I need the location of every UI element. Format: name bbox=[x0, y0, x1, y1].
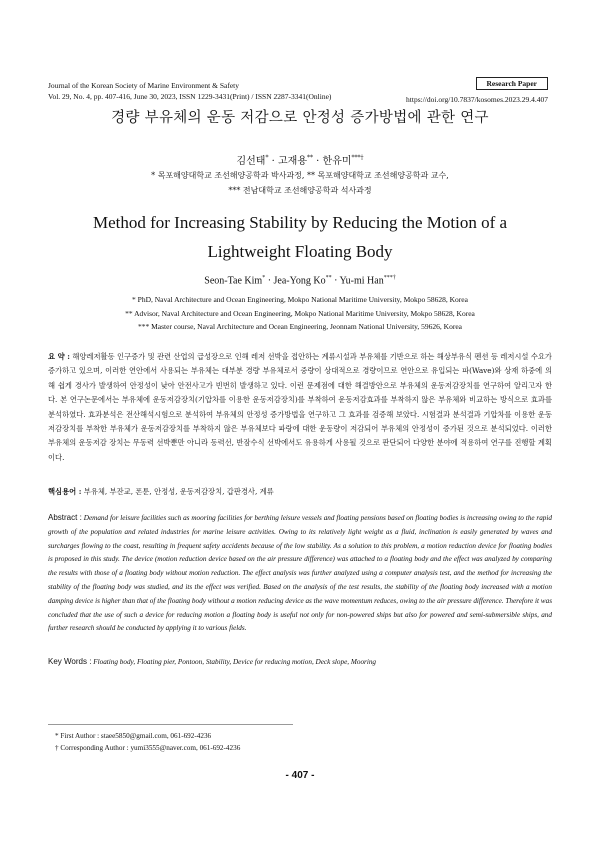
english-abstract-text: Demand for leisure facilities such as mooring facilities for berthing leisure vessels and floating pensions based on floating bodies is increasing owing to the rapid growth of the population and related industries for marine leisure activities. Owing to its relatively light weight as a fluid, inclination is easily generated by waves and surcharges flowing to the coast, resulting in frequent safety accidents because of the low stability. As a solution to this problem, a motion reduction device for floating bodies is proposed in this study. The device (motion reduction device based on the air pressure difference) was attached to a floating body and the effect was analyzed by comparing the results with those of a floating body without motion reduction. The effect analysis was further analyzed using a computer analysis test, and the method for increasing the stability of the floating body was studied, and its the effect was verified. Based on the analysis of the test results, the stability of the floating body increased with a motion damping device is higher than that of the floating body without a motion reducing device as the wave momentum reduces, owing to the air pressure difference. Therefore it was concluded that the use of such a device for reducing motion a floating body is useful not only for non-powered ships but also for powered and semi-submersible ships, and further research should be conducted by applying it to various fields. bbox=[48, 514, 552, 633]
english-authors bbox=[0, 275, 600, 286]
author-separator: · bbox=[312, 156, 323, 167]
english-title: Method for Increasing Stability by Reducing the Motion of a Lightweight Floating Body bbox=[92, 213, 508, 261]
footnote-first-author: * First Author : staee5850@gmail.com, 061-692-4236 bbox=[55, 732, 212, 740]
korean-affiliations bbox=[0, 168, 600, 198]
journal-volume-info: Vol. 29, No. 4, pp. 407-416, June 30, 2023, ISSN 1229-3431(Print) / ISSN 2287-3341(Online) bbox=[48, 92, 332, 101]
author-name: 한유미 bbox=[322, 156, 352, 167]
korean-keywords bbox=[48, 487, 552, 497]
author-separator: · bbox=[265, 275, 274, 287]
author-mark: ***† bbox=[351, 154, 364, 162]
korean-authors bbox=[0, 152, 600, 167]
footnote-divider bbox=[48, 724, 293, 725]
affiliation-line: ** Advisor, Naval Architecture and Ocean Engineering, Mokpo National Maritime University, Mokpo 58628, Korea bbox=[125, 308, 475, 318]
korean-keywords-label: 핵심용어 : bbox=[48, 487, 82, 496]
korean-abstract-text: 해양레저활동 인구증가 및 관련 산업의 급성장으로 인해 레저 선박을 접안하는 계류시설과 부유체를 기반으로 하는 해상부유식 펜션 등 레저시설 수요가 증가하고 있으며, 이러한 연안에서 사용되는 부유체는 대부분 경량 부유체로서 중량이 상대적으로 경량이므로 연안으로 유입되는 파(Wave)와 상재 하중에 의해 쉽게 경사가 발생하여 안정성이 낮아 안전사고가 빈번히 발생하고 있다. 이런 문제점에 대한 해결방안으로 부유체의 운동저감장치를 연구하여 알리고자 한다. 본 연구논문에서는 부유체에 운동저감장치(기압차를 이용한 운동저감장치)를 부착하여 운동저감효과를 부착하지 않은 부유체와 비교하는 방식으로 효과를 분석하였다. 효과분석은 전산해석시험으로 분석하여 부유체의 안정성 증가방법을 연구하고 그 효과를 검증해 보았다. 시험결과 분석결과 기압차를 이용한 운동저감장치를 부착한 부유체가 운동저감장치를 부착하지 않은 부유체보다 파랑에 대한 운동량이 저감되어 부유체의 안정성이 증가된 것으로 분석되었다. 이러한 부유체의 운동저감 장치는 무동력 선박뿐만 아니라 동력선, 반잠수식 선박에서도 유용하게 사용될 것으로 판단되어 다양한 분야에 적용하여 연구를 진행할 계획이다. bbox=[48, 352, 552, 462]
journal-header bbox=[48, 80, 331, 102]
author-separator: · bbox=[268, 156, 278, 167]
korean-keywords-text: 부유체, 부잔교, 폰툰, 안정성, 운동저감장치, 갑판경사, 계류 bbox=[83, 487, 274, 496]
author-name: 고재용 bbox=[278, 156, 307, 167]
author-mark: * bbox=[262, 275, 266, 281]
english-keywords-label: Key Words : bbox=[48, 657, 92, 666]
author-mark: ***† bbox=[383, 275, 396, 281]
english-abstract bbox=[48, 511, 552, 636]
author-mark: * bbox=[265, 154, 269, 162]
doi-link[interactable]: https://doi.org/10.7837/kosomes.2023.29.4.407 bbox=[406, 95, 548, 104]
english-keywords bbox=[48, 657, 552, 666]
affiliation-line: * 목포해양대학교 조선해양공학과 박사과정, ** 목포해양대학교 조선해양공학과 교수, bbox=[151, 171, 449, 180]
author-mark: ** bbox=[306, 154, 313, 162]
korean-abstract-label: 요 약 : bbox=[48, 352, 70, 361]
author-name: 김선태 bbox=[236, 156, 266, 167]
footnotes bbox=[55, 731, 240, 754]
article-type-badge: Research Paper bbox=[476, 77, 548, 90]
affiliation-line: *** 전남대학교 조선해양공학과 석사과정 bbox=[228, 186, 372, 195]
affiliation-line: * PhD, Naval Architecture and Ocean Engineering, Mokpo National Maritime University, Mokpo 58628, Korea bbox=[132, 295, 468, 304]
author-name: Jea-Yong Ko bbox=[273, 275, 326, 287]
english-affiliations bbox=[0, 293, 600, 334]
korean-title: 경량 부유체의 운동 저감으로 안정성 증가방법에 관한 연구 bbox=[111, 110, 489, 126]
page-number: - 407 - bbox=[285, 770, 315, 781]
korean-abstract bbox=[48, 350, 552, 465]
author-mark: ** bbox=[325, 275, 332, 281]
english-abstract-label: Abstract : bbox=[48, 513, 82, 522]
author-separator: · bbox=[331, 275, 340, 287]
footnote-corresponding-author: † Corresponding Author : yumi3555@naver.com, 061-692-4236 bbox=[55, 743, 241, 752]
author-name: Seon-Tae Kim bbox=[204, 275, 263, 287]
author-name: Yu-mi Han bbox=[339, 275, 384, 287]
english-keywords-text: Floating body, Floating pier, Pontoon, Stability, Device for reducing motion, Deck slope, Mooring bbox=[93, 658, 377, 666]
journal-name: Journal of the Korean Society of Marine Environment & Safety bbox=[48, 81, 239, 90]
affiliation-line: *** Master course, Naval Architecture and Ocean Engineering, Jeonnam National University, 59626, Korea bbox=[138, 322, 462, 331]
